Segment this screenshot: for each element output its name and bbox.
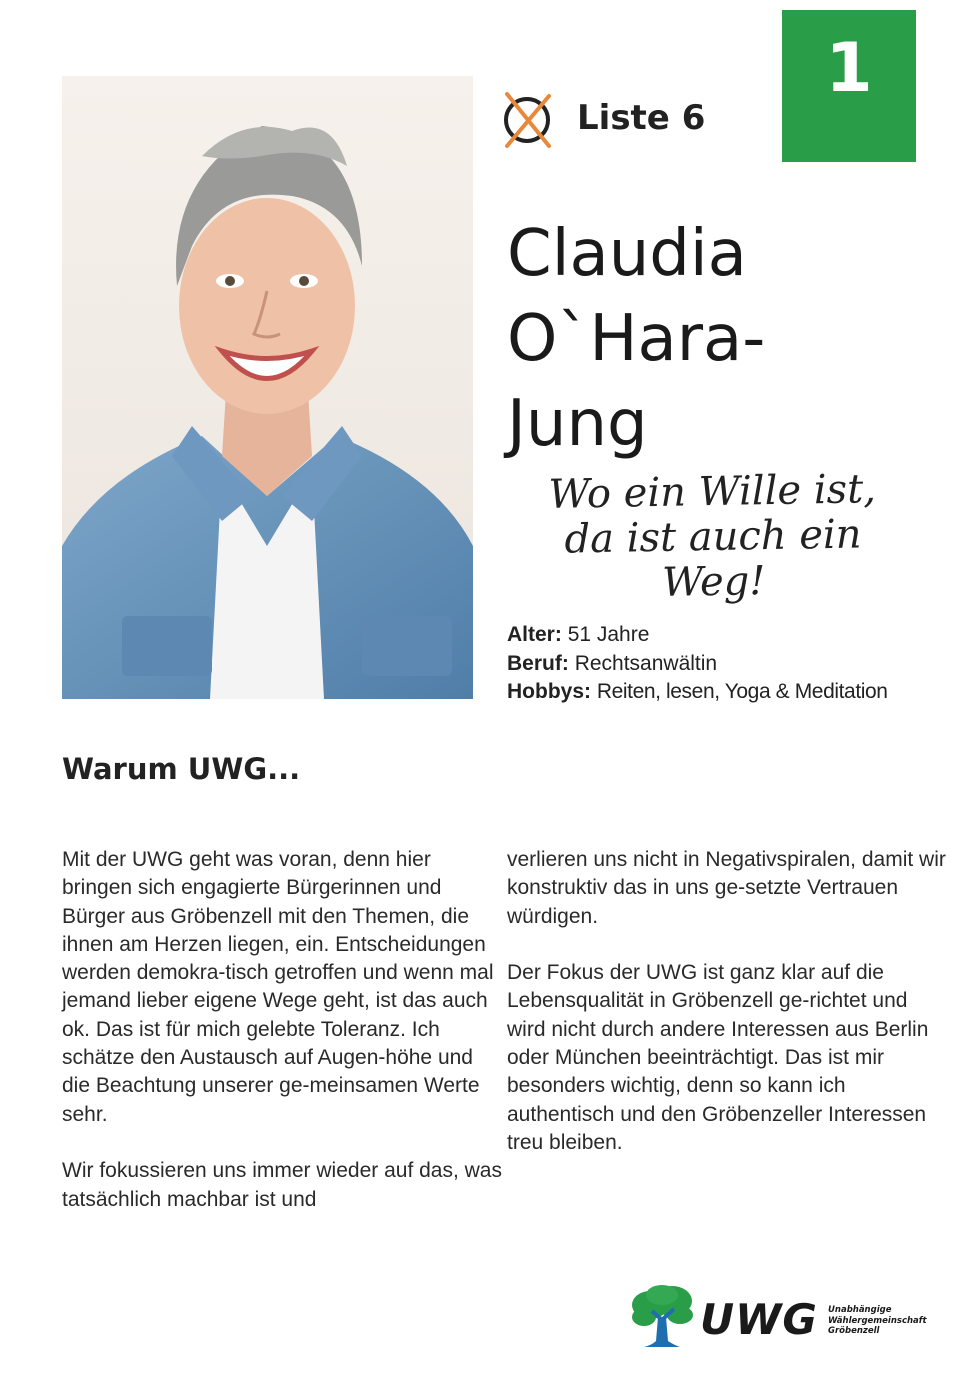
candidate-name bbox=[507, 212, 907, 467]
name-line: Jung bbox=[507, 387, 648, 461]
list-number-label: Liste 6 bbox=[577, 98, 706, 138]
fact-label: Beruf: bbox=[507, 651, 569, 675]
body-column-left bbox=[62, 846, 502, 1242]
candidate-slogan bbox=[497, 466, 929, 608]
slogan-line: Weg! bbox=[661, 558, 766, 606]
body-paragraph: verlieren uns nicht in Negativspiralen, damit wir konstruktiv das in uns ge-setzte Vertrauen würdigen. bbox=[507, 848, 946, 928]
tree-icon bbox=[630, 1283, 694, 1349]
fact-label: Alter: bbox=[507, 623, 562, 646]
body-paragraph: Der Fokus der UWG ist ganz klar auf die Lebensqualität in Gröbenzell ge-richtet und wird nicht durch andere Interessen aus Berlin oder München beeinträchtigt. Das ist mir besonders wichtig, denn so kann ich authentisch und den Gröbenzeller Interessen treu bleiben. bbox=[507, 961, 929, 1154]
fact-value: Rechtsanwältin bbox=[574, 651, 718, 675]
candidate-number-badge: 1 bbox=[782, 10, 916, 162]
candidate-photo bbox=[62, 76, 473, 699]
slogan-line: da ist auch ein bbox=[564, 511, 862, 563]
logo-subtitle-line: Wählergemeinschaft bbox=[828, 1315, 927, 1326]
ballot-cross-icon bbox=[503, 90, 555, 150]
fact-label: Hobbys: bbox=[507, 680, 591, 703]
body-paragraph: Wir fokussieren uns immer wieder auf das, was tatsächlich machbar ist und bbox=[62, 1159, 502, 1211]
logo-wordmark: UWG bbox=[700, 1295, 818, 1344]
body-paragraph: Mit der UWG geht was voran, denn hier bringen sich engagierte Bürgerinnen und Bürger aus Gröbenzell mit den Themen, die ihnen am Herzen liegen, ein. Entscheidungen werden demokra-tisch getroffen und wenn mal jemand lieber eigene Wege geht, ist das auch ok. Das ist für mich gelebte Toleranz. Ich schätze den Austausch auf Augen-höhe und die Beachtung unserer ge-meinsamen Werte sehr. bbox=[62, 848, 494, 1126]
fact-profession bbox=[507, 650, 947, 679]
fact-hobbies bbox=[507, 678, 947, 707]
uwg-logo bbox=[630, 1283, 930, 1353]
logo-subtitle-line: Gröbenzell bbox=[828, 1326, 880, 1336]
name-line: O`Hara- bbox=[507, 302, 766, 376]
name-line: Claudia bbox=[507, 217, 747, 291]
logo-subtitle-line: Unabhängige bbox=[828, 1305, 892, 1315]
candidate-facts bbox=[507, 621, 947, 707]
portrait-illustration bbox=[62, 76, 473, 699]
fact-value: Reiten, lesen, Yoga & Meditation bbox=[596, 680, 888, 703]
fact-age bbox=[507, 621, 947, 650]
logo-subtitle bbox=[828, 1305, 928, 1337]
body-column-right bbox=[507, 846, 947, 1186]
slogan-line: Wo ein Wille ist, bbox=[548, 466, 877, 518]
section-title: Warum UWG... bbox=[62, 752, 301, 786]
fact-value: 51 Jahre bbox=[567, 623, 650, 646]
